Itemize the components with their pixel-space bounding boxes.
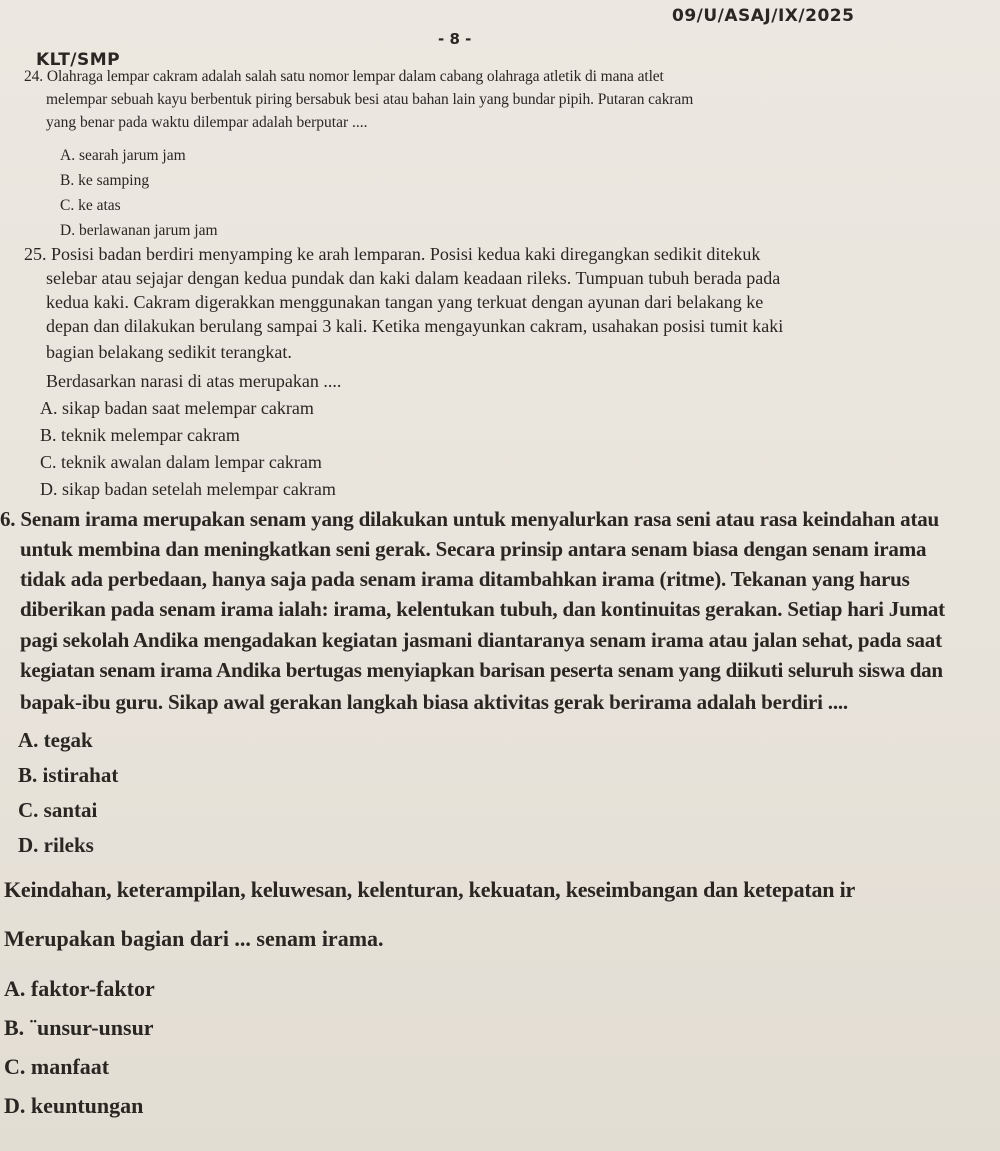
- question-25-option-c[interactable]: C. teknik awalan dalam lempar cakram: [40, 452, 322, 472]
- question-25-text-line: selebar atau sejajar dengan kedua pundak dan kaki dalam keadaan rileks. Tumpuan tubuh berada pada: [46, 268, 781, 288]
- question-27-option-d[interactable]: D. keuntungan: [4, 1093, 144, 1118]
- question-25-text-line: depan dan dilakukan berulang sampai 3 kali. Ketika mengayunkan cakram, usahakan posisi tumit kaki: [46, 316, 784, 336]
- question-26-text-line: pagi sekolah Andika mengadakan kegiatan jasmani diantaranya senam irama atau jalan sehat, pada saat: [20, 628, 942, 652]
- question-27-text-line: Keindahan, keterampilan, keluwesan, kelenturan, kekuatan, keseimbangan dan ketepatan ir: [4, 877, 856, 902]
- question-26-option-d[interactable]: D. rileks: [18, 833, 94, 857]
- question-27-option-c[interactable]: C. manfaat: [4, 1054, 110, 1079]
- question-24-option-c[interactable]: C. ke atas: [60, 197, 121, 214]
- page-number: - 8 -: [438, 30, 472, 48]
- question-25-text-line: kedua kaki. Cakram digerakkan menggunakan tangan yang terkuat dengan ayunan dari belakang ke: [46, 292, 764, 312]
- question-24-option-a[interactable]: A. searah jarum jam: [60, 147, 186, 164]
- school-level-label: KLT/SMP: [36, 50, 121, 70]
- document-code: 09/U/ASAJ/IX/2025: [672, 6, 855, 26]
- question-27-option-b[interactable]: B. ¨unsur-unsur: [4, 1015, 154, 1040]
- question-25-text-line: Berdasarkan narasi di atas merupakan ....: [46, 371, 342, 391]
- question-25-text-line: bagian belakang sedikit terangkat.: [46, 342, 292, 362]
- question-25-text-line: 25. Posisi badan berdiri menyamping ke arah lemparan. Posisi kedua kaki diregangkan sedikit ditekuk: [24, 244, 761, 264]
- question-25-option-d[interactable]: D. sikap badan setelah melempar cakram: [40, 479, 336, 499]
- question-27-option-a[interactable]: A. faktor-faktor: [4, 976, 155, 1001]
- question-24-option-d[interactable]: D. berlawanan jarum jam: [60, 222, 218, 239]
- question-26-option-a[interactable]: A. tegak: [18, 728, 93, 752]
- question-25-option-a[interactable]: A. sikap badan saat melempar cakram: [40, 398, 314, 418]
- question-26-text-line: tidak ada perbedaan, hanya saja pada senam irama ditambahkan irama (ritme). Tekanan yang harus: [20, 567, 910, 591]
- question-26-text-line: diberikan pada senam irama ialah: irama, kelentukan tubuh, dan kontinuitas gerakan. Setiap hari Jumat: [20, 597, 945, 621]
- question-26-text-line: bapak-ibu guru. Sikap awal gerakan langkah biasa aktivitas gerak berirama adalah berdiri ....: [20, 690, 848, 714]
- question-26-text-line: 6. Senam irama merupakan senam yang dilakukan untuk menyalurkan rasa seni atau rasa keindahan atau: [0, 507, 940, 531]
- question-27-text-line: Merupakan bagian dari ... senam irama.: [4, 926, 384, 951]
- question-26-option-b[interactable]: B. istirahat: [18, 763, 119, 787]
- question-24-option-b[interactable]: B. ke samping: [60, 172, 150, 189]
- question-24-text-line: 24. Olahraga lempar cakram adalah salah satu nomor lempar dalam cabang olahraga atletik di mana atlet: [24, 68, 664, 85]
- question-26-text-line: untuk membina dan meningkatkan seni gerak. Secara prinsip antara senam biasa dengan senam irama: [20, 537, 927, 561]
- question-25-option-b[interactable]: B. teknik melempar cakram: [40, 425, 240, 445]
- question-24-text-line: melempar sebuah kayu berbentuk piring bersabuk besi atau bahan lain yang bundar pipih. Putaran cakram: [46, 91, 694, 108]
- question-26-option-c[interactable]: C. santai: [18, 798, 98, 822]
- question-24-text-line: yang benar pada waktu dilempar adalah berputar ....: [46, 114, 368, 131]
- question-26-text-line: kegiatan senam irama Andika bertugas menyiapkan barisan peserta senam yang diikuti seluruh siswa dan: [20, 658, 943, 682]
